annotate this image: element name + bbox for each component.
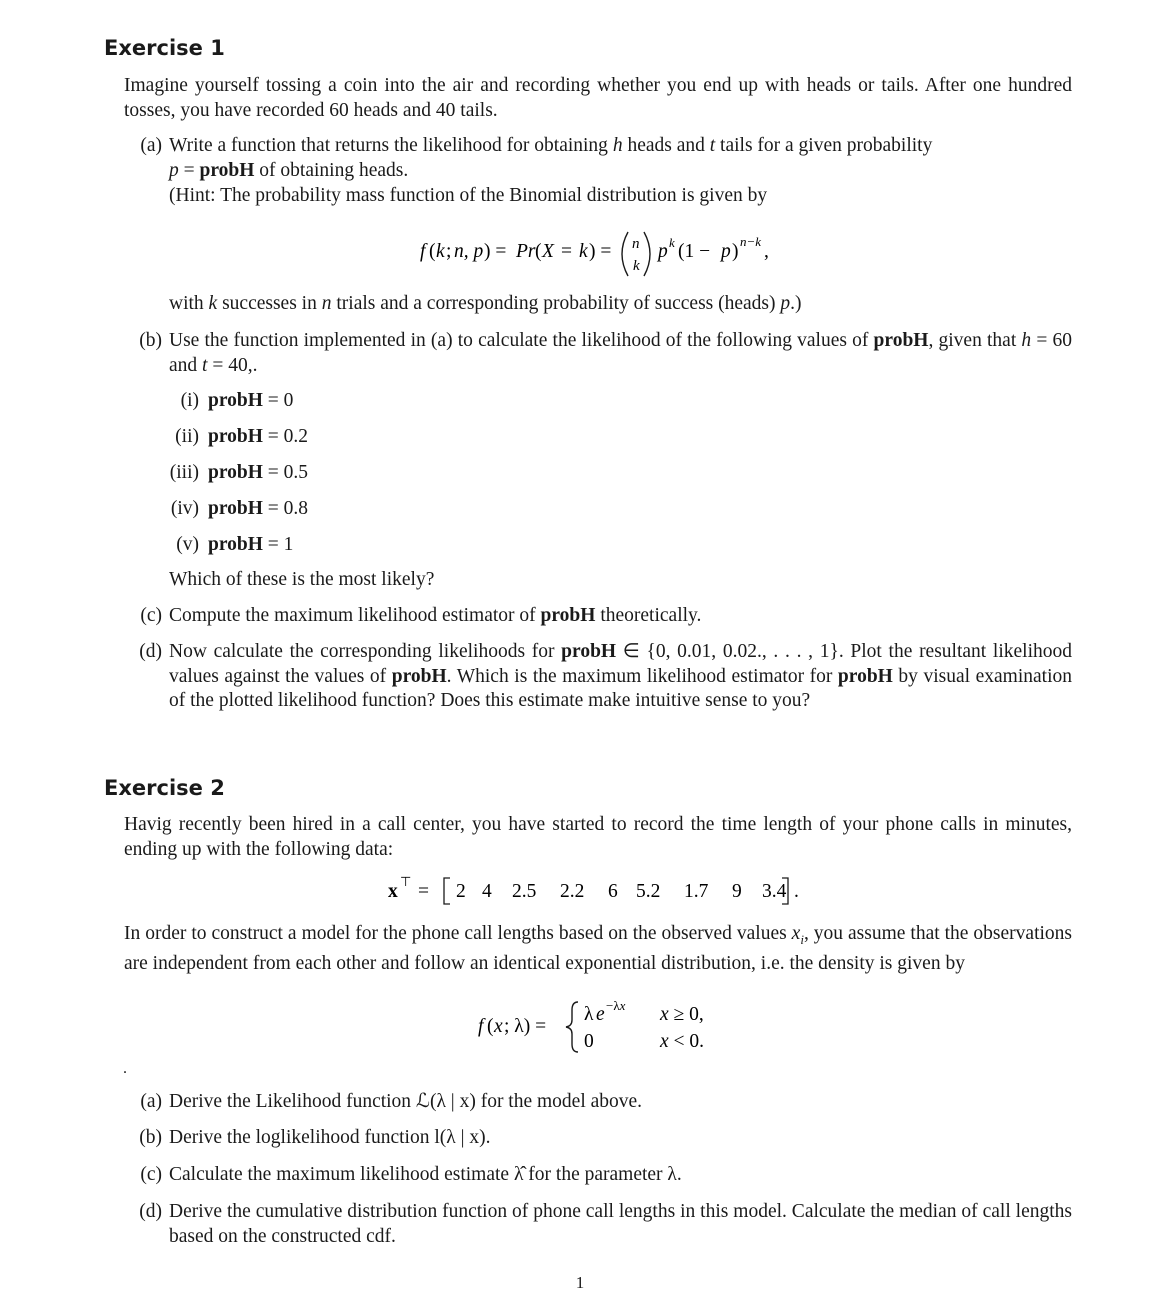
ex1-a-line1-text: Write a function that returns the likelihood for obtaining h heads and t tails for a given probability xyxy=(169,135,933,156)
ex1-a-after-formula: with k successes in n trials and a corresponding probability of success (heads) p.) xyxy=(169,293,802,314)
svg-text:; λ) =: ; λ) = xyxy=(504,1016,547,1037)
ex1-c-text: Compute the maximum likelihood estimator of probH theoretically. xyxy=(169,605,702,626)
ex1-a-line1 xyxy=(169,134,1072,159)
svg-text:n−k: n−k xyxy=(740,234,762,249)
svg-text:): ) xyxy=(732,241,739,262)
ex1-b-i: probH = 0 xyxy=(208,390,294,411)
svg-text:x: x xyxy=(388,881,398,902)
svg-text:p: p xyxy=(721,241,731,262)
ex2-a-label: (a) xyxy=(140,1091,162,1112)
ex1-a-line2: p = probH of obtaining heads. xyxy=(169,160,409,181)
data-vector xyxy=(388,874,818,908)
data-vector-value: 2.2 xyxy=(560,881,585,902)
ex2-b-text: Derive the loglikelihood function l(λ | x). xyxy=(169,1127,491,1148)
data-vector-value: 6 xyxy=(608,881,618,902)
svg-text:n: n xyxy=(632,236,640,252)
svg-text:−λx: −λx xyxy=(606,998,626,1013)
svg-text:k: k xyxy=(579,241,588,262)
ex1-a-label: (a) xyxy=(140,135,162,156)
ex1-b-ii-label: (ii) xyxy=(175,426,199,447)
stray-dot: . xyxy=(123,1060,127,1077)
ex1-b-label: (b) xyxy=(139,330,162,351)
data-vector-values xyxy=(456,881,787,902)
exponential-density-svg xyxy=(478,998,738,1054)
ex1-b-v: probH = 1 xyxy=(208,534,294,555)
ex1-b-ii: probH = 0.2 xyxy=(208,426,309,447)
svg-text:x ≥ 0,: x ≥ 0, xyxy=(660,1004,704,1025)
svg-text:k: k xyxy=(669,235,675,250)
ex1-d-label: (d) xyxy=(139,641,162,662)
svg-text:x: x xyxy=(494,1016,503,1037)
svg-text:) =: ) = xyxy=(484,241,507,262)
svg-text:,: , xyxy=(764,241,769,262)
ex1-b-i-label: (i) xyxy=(180,390,199,411)
svg-text:(: ( xyxy=(487,1016,494,1037)
svg-text:) =: ) = xyxy=(589,241,612,262)
svg-text:p: p xyxy=(658,241,668,262)
svg-text:;: ; xyxy=(446,241,452,262)
ex1-b-question: Which of these is the most likely? xyxy=(169,569,435,590)
exercise-1-intro: Imagine yourself tossing a coin into the air and recording whether you end up with heads or tails. After one hundred tosses, you have recorded 60 heads and 40 tails. xyxy=(124,75,1072,121)
svg-text:f: f xyxy=(478,1016,484,1037)
ex2-d-text: Derive the cumulative distribution function of phone call lengths in this model. Calculate the median of call lengths based on the constructed cdf. xyxy=(169,1201,1072,1247)
exponential-density-formula xyxy=(478,998,738,1054)
ex2-b-label: (b) xyxy=(139,1127,162,1148)
exercise-1-title: Exercise 1 xyxy=(104,36,225,60)
ex1-c-label: (c) xyxy=(140,605,162,626)
data-vector-value: 2.5 xyxy=(512,881,537,902)
binomial-pmf-formula xyxy=(420,226,840,282)
svg-text:X: X xyxy=(542,241,554,262)
ex2-a-text: Derive the Likelihood function ℒ(λ | x) for the model above. xyxy=(169,1091,643,1112)
exercise-2-intro: Havig recently been hired in a call center, you have started to record the time length of your phone calls in minutes, ending up with the following data: xyxy=(124,814,1072,860)
exercise-2-model-text: In order to construct a model for the phone call lengths based on the observed values $x_i$, you assume that the observations are independent from each other and follow an identical exponential distribution, i.e. the density is given by xyxy=(124,923,1072,975)
data-vector-value: 4 xyxy=(482,881,492,902)
ex1-b-iii-label: (iii) xyxy=(169,462,199,483)
data-vector-value: 9 xyxy=(732,881,742,902)
svg-text:=: = xyxy=(418,881,429,902)
svg-text:λ: λ xyxy=(584,1004,594,1025)
data-vector-value: 3.4 xyxy=(762,881,787,902)
ex2-d-label: (d) xyxy=(139,1201,162,1222)
svg-text:=: = xyxy=(561,241,572,262)
data-vector-value: 5.2 xyxy=(636,881,661,902)
ex2-c-label: (c) xyxy=(140,1164,162,1185)
svg-text:f: f xyxy=(420,241,426,262)
svg-text:.: . xyxy=(794,881,799,902)
ex2-c-text: Calculate the maximum likelihood estimate λ̂ for the parameter λ. xyxy=(169,1164,682,1185)
svg-text:k: k xyxy=(633,258,640,274)
ex1-a-hint: (Hint: The probability mass function of the Binomial distribution is given by xyxy=(169,185,768,206)
svg-text:(: ( xyxy=(429,241,436,262)
svg-text:⊤: ⊤ xyxy=(400,874,412,889)
ex1-b-text: Use the function implemented in (a) to calculate the likelihood of the following values of probH, given that h = 60 and t = 40,. xyxy=(169,330,1072,376)
svg-text:0: 0 xyxy=(584,1031,594,1052)
ex1-d-text: Now calculate the corresponding likelihoods for probH ∈ {0, 0.01, 0.02., . . . , 1}. Plot the resultant likelihood values against the values of probH. Which is the maximum likelihood estimator for probH by visual examination of the plotted likelihood function? Does this estimate make intuitive sense to you? xyxy=(169,641,1072,711)
binomial-pmf-svg xyxy=(420,226,840,282)
svg-text:e: e xyxy=(596,1004,605,1025)
svg-text:Pr: Pr xyxy=(516,241,536,262)
ex1-b-v-label: (v) xyxy=(176,534,199,555)
data-vector-value: 2 xyxy=(456,881,466,902)
data-vector-svg xyxy=(388,874,818,908)
data-vector-value: 1.7 xyxy=(684,881,709,902)
ex1-b-iii: probH = 0.5 xyxy=(208,462,309,483)
svg-text:n, p: n, p xyxy=(454,241,484,262)
svg-text:(: ( xyxy=(535,241,542,262)
svg-text:(1 −: (1 − xyxy=(678,241,711,262)
ex1-b-iv: probH = 0.8 xyxy=(208,498,309,519)
page-number: 1 xyxy=(575,1273,585,1292)
svg-text:k: k xyxy=(436,241,445,262)
exercise-2-title: Exercise 2 xyxy=(104,776,225,800)
svg-text:x < 0.: x < 0. xyxy=(660,1031,705,1052)
ex1-b-iv-label: (iv) xyxy=(170,498,199,519)
